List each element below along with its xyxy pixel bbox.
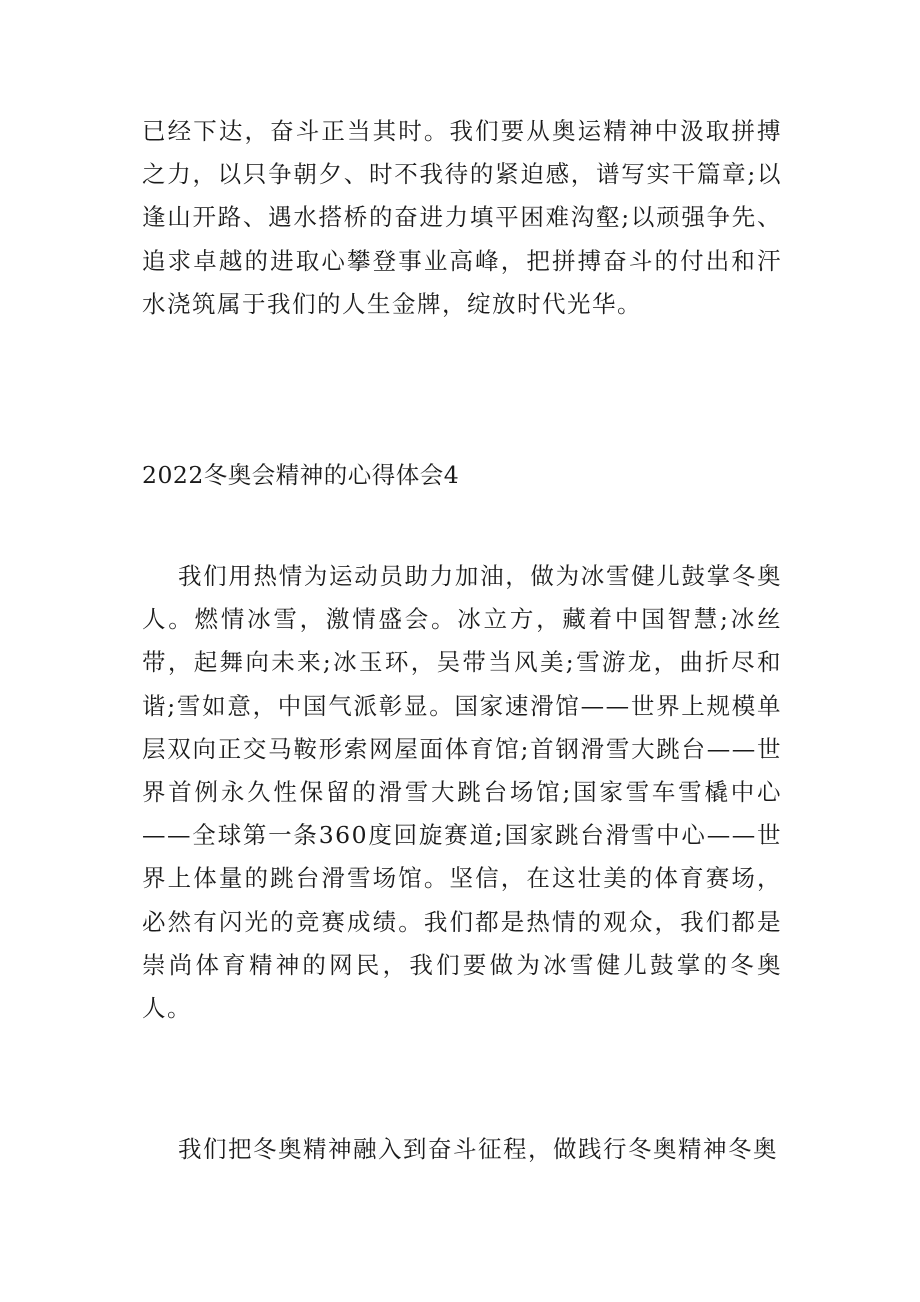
paragraph-next: 我们把冬奥精神融入到奋斗征程，做践行冬奥精神冬奥 <box>178 1135 778 1163</box>
paragraph-body: 我们用热情为运动员助力加油，做为冰雪健儿鼓掌冬奥人。燃情冰雪，激情盛会。冰立方，藏着中国智慧;冰丝带，起舞向未来;冰玉环，吴带当风美;雪游龙，曲折尽和谐;雪如意，中国气派彰显。国家速滑馆——世界上规模单层双向正交马鞍形索网屋面体育馆;首钢滑雪大跳台——世界首例永久性保留的滑雪大跳台场馆;国家雪车雪橇中心——全球第一条360度回旋赛道;国家跳台滑雪中心——世界上体量的跳台滑雪场馆。坚信，在这壮美的体育赛场，必然有闪光的竞赛成绩。我们都是热情的观众，我们都是崇尚体育精神的网民，我们要做为冰雪健儿鼓掌的冬奥人。 <box>142 562 782 1023</box>
paragraph-continuation: 已经下达，奋斗正当其时。我们要从奥运精神中汲取拼搏之力，以只争朝夕、时不我待的紧迫感，谱写实干篇章;以逢山开路、遇水搭桥的奋进力填平困难沟壑;以顽强争先、追求卓越的进取心攀登事业高峰，把拼搏奋斗的付出和汗水浇筑属于我们的人生金牌，绽放时代光华。 <box>142 117 782 318</box>
section-heading: 2022冬奥会精神的心得体会4 <box>142 461 460 489</box>
